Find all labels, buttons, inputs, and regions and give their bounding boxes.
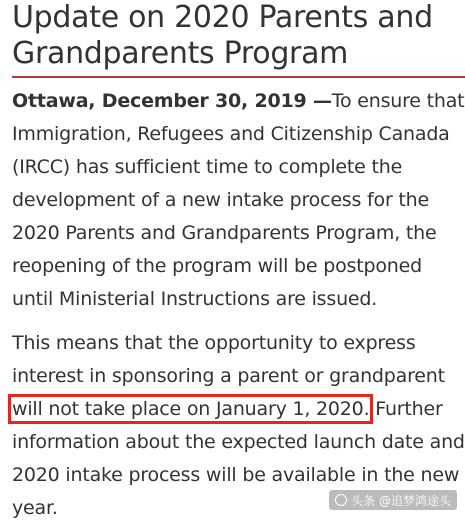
paragraph-implication-tail: Further information about the expected launch date and 2020 intake process will be available in the new year. bbox=[12, 398, 465, 519]
paragraph-implication-lead: This means that the opportunity to express interest in sponsoring a parent or grandparent bbox=[12, 332, 445, 387]
highlighted-statement: will not take place on January 1, 2020. bbox=[12, 398, 370, 420]
source-watermark bbox=[329, 490, 457, 510]
article-title: Update on 2020 Parents and Grandparents Program bbox=[12, 0, 433, 71]
paragraph-announcement bbox=[12, 85, 465, 316]
dateline: Ottawa, December 30, 2019 — bbox=[12, 90, 332, 112]
watermark-text: 头条 @追梦鸿途头 bbox=[351, 493, 451, 508]
paragraph-announcement-body: To ensure that Immigration, Refugees and Citizenship Canada (IRCC) has sufficient time to complete the development of a new intake process for the 2020 Parents and Grandparents Program, the reopening of the program will be postponed until Ministerial Instructions are issued. bbox=[12, 90, 465, 310]
watermark-logo-icon bbox=[335, 494, 347, 506]
title-divider bbox=[12, 76, 465, 78]
